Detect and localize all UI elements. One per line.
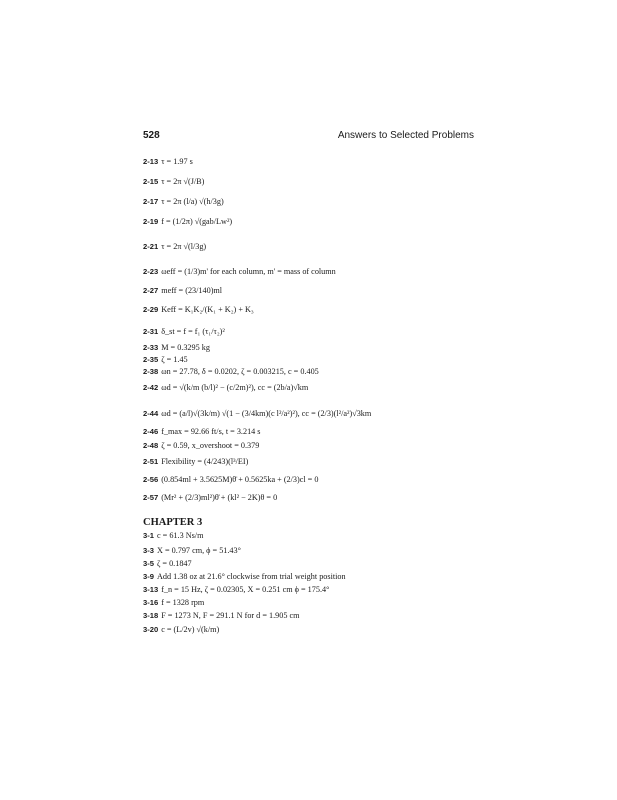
answer-line [143,198,224,206]
problem-number: 3-13 [143,585,159,594]
problem-number: 2-56 [143,475,159,484]
answer-text: ζ = 0.59, x_overshoot = 0.379 [161,441,260,450]
problem-number: 2-48 [143,441,159,450]
problem-number: 2-51 [143,457,159,466]
answer-line [143,158,193,166]
answer-text: c = 61.3 Ns/m [156,531,204,540]
answer-line [143,328,225,336]
answer-text: ωd = √(k/m (b/l)² − (c/2m)²), cc = (2b/a)√km [161,383,309,392]
problem-number: 2-23 [143,267,159,276]
problem-number: 2-15 [143,177,159,186]
problem-number: 2-27 [143,286,159,295]
answer-text: τ = 1.97 s [161,157,193,166]
problem-number: 3-16 [143,598,159,607]
answer-line [143,410,371,418]
answer-line [143,586,329,594]
answer-text: f_n = 15 Hz, ζ = 0.02305, X = 0.251 cm ϕ = 175.4° [161,585,330,594]
answer-line [143,268,336,276]
answer-text: (0.854ml + 3.5625M)θ̈ + 0.5625ka + (2/3)cl = 0 [161,475,319,484]
answer-text: f_max = 92.66 ft/s, t = 3.214 s [161,427,261,436]
problem-number: 2-46 [143,427,159,436]
answer-line [143,218,232,226]
answer-line [143,384,308,392]
answer-text: δ_st = f = f₁ (τ₁/τ₂)² [161,327,225,336]
answer-text: M = 0.3295 kg [161,343,210,352]
answer-line [143,356,188,364]
answer-text: (Mr² + (2/3)ml²)θ̈ + (kl² − 2K)θ = 0 [161,493,278,502]
answer-line [143,626,219,634]
running-title: Answers to Selected Problems [337,130,474,141]
answer-line [143,428,261,436]
answer-text: F = 1273 N, F = 291.1 N for d = 1.905 cm [161,611,300,620]
answer-text: ωn = 27.78, δ = 0.0202, ζ = 0.003215, c = 0.405 [161,367,319,376]
problem-number: 2-35 [143,355,159,364]
page-number: 528 [143,130,160,141]
answer-line [143,368,319,376]
answer-text: f = 1328 rpm [161,598,205,607]
answer-line [143,458,248,466]
answer-text: τ = 2π √(J/B) [161,177,205,186]
answer-line [143,306,254,314]
answer-text: Add 1.38 oz at 21.6° clockwise from trial weight position [156,572,346,581]
problem-number: 2-13 [143,157,159,166]
answer-text: X = 0.797 cm, ϕ = 51.43° [156,546,241,555]
answer-line [143,243,206,251]
chapter-3-heading: CHAPTER 3 [143,517,203,528]
answer-text: ωd = (a/l)√(3k/m) √(1 − (3/4km)(c l²/a²)²), cc = (2/3)(l²/a²)√3km [161,409,372,418]
answer-line [143,612,299,620]
answer-text: meff = (23/140)ml [161,286,223,295]
answer-line [143,344,210,352]
problem-number: 3-20 [143,625,159,634]
answer-line [143,476,318,484]
answer-text: f = (1/2π) √(gab/Lw²) [161,217,233,226]
answer-line [143,442,259,450]
problem-number: 3-9 [143,572,154,581]
problem-number: 2-17 [143,197,159,206]
answer-line [143,560,192,568]
answer-text: τ = 2π (l/a) √(h/3g) [161,197,224,206]
answer-line [143,532,203,540]
answer-text: τ = 2π √(l/3g) [161,242,207,251]
problem-number: 2-57 [143,493,159,502]
problem-number: 2-29 [143,305,159,314]
answer-text: ζ = 1.45 [161,355,188,364]
problem-number: 2-44 [143,409,159,418]
page-header [143,130,474,141]
answer-line [143,287,222,295]
answer-line [143,599,204,607]
answer-text: Keff = K₁K₂/(K₁ + K₂) + K₃ [161,305,254,314]
answer-text: ζ = 0.1847 [156,559,192,568]
problem-number: 2-33 [143,343,159,352]
problem-number: 3-3 [143,546,154,555]
answer-line [143,494,277,502]
answer-line [143,547,241,555]
problem-number: 2-19 [143,217,159,226]
answer-line [143,178,204,186]
answer-line [143,573,346,581]
answer-text: Flexibility = (4/243)(l³/EI) [161,457,249,466]
problem-number: 2-42 [143,383,159,392]
problem-number: 3-1 [143,531,154,540]
answer-text: ωeff = (1/3)m' for each column, m' = mass of column [161,267,336,276]
problem-number: 2-21 [143,242,159,251]
problem-number: 2-31 [143,327,159,336]
problem-number: 2-38 [143,367,159,376]
problem-number: 3-18 [143,611,159,620]
answer-text: c = (L/2v) √(k/m) [161,625,220,634]
problem-number: 3-5 [143,559,154,568]
